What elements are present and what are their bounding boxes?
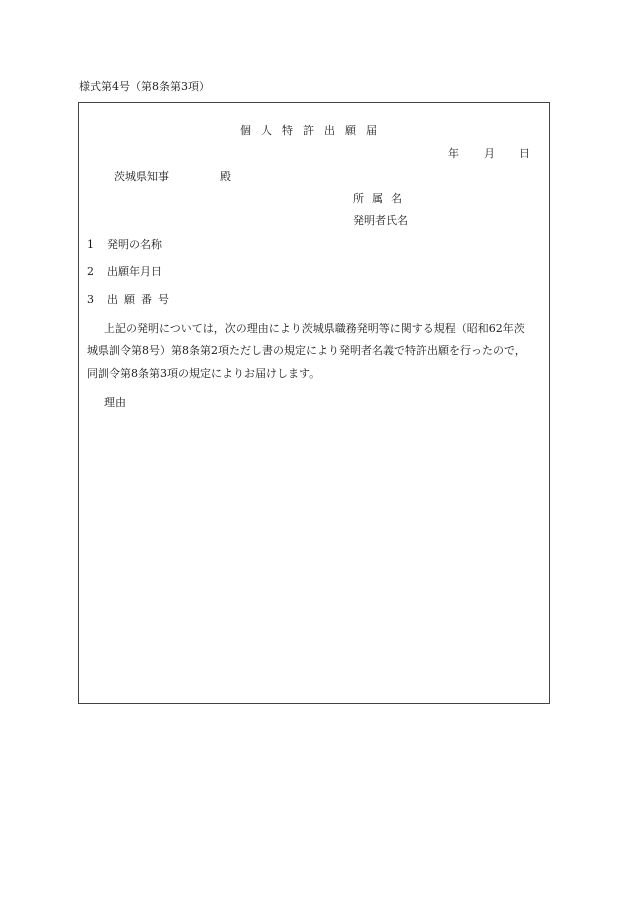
document-title: 個人特許出願届 xyxy=(240,124,387,137)
form-number-label: 様式第4号（第8条第3項） xyxy=(79,80,210,93)
body-text-line: 同訓令第8条第3項の規定によりお届けします。 xyxy=(87,367,321,380)
honorific: 殿 xyxy=(220,170,231,183)
inventor-name-label: 発明者氏名 xyxy=(353,214,408,227)
item-application-date xyxy=(87,265,162,279)
body-text-line: 上記の発明については，次の理由により茨城県職務発明等に関する規程（昭和62年茨 xyxy=(104,322,525,335)
date-day-label: 日 xyxy=(519,147,530,160)
item-label: 出願年月日 xyxy=(107,265,162,278)
department-label: 所属名 xyxy=(353,192,410,205)
body-text-line: 城県訓令第8号）第8条第2項ただし書の規定により発明者名義で特許出願を行ったので， xyxy=(87,344,526,357)
addressee: 茨城県知事 xyxy=(114,170,169,183)
item-label: 発明の名称 xyxy=(107,238,162,251)
reason-label: 理由 xyxy=(104,396,126,409)
item-number: 1 xyxy=(87,238,94,251)
date-year-label: 年 xyxy=(448,147,459,160)
item-application-number xyxy=(87,293,175,307)
form-frame xyxy=(78,102,550,704)
item-label: 出願番号 xyxy=(107,293,175,306)
item-number: 2 xyxy=(87,265,94,278)
item-invention-title xyxy=(87,238,162,252)
item-number: 3 xyxy=(87,293,94,306)
date-month-label: 月 xyxy=(484,147,495,160)
